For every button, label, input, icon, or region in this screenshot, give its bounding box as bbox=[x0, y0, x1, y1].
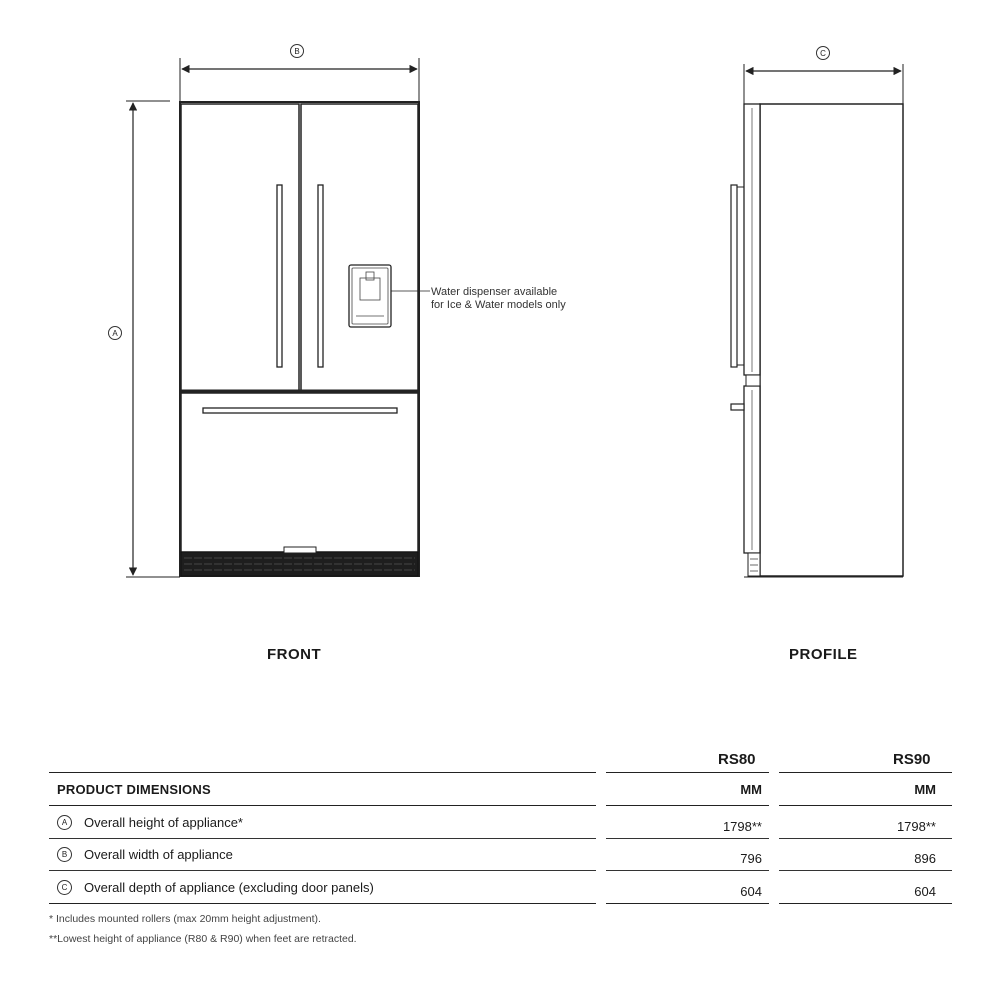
table-rule bbox=[49, 772, 596, 773]
table-cell-rs80-depth: 604 bbox=[740, 884, 762, 899]
table-rule bbox=[779, 772, 952, 773]
table-row-label: Overall depth of appliance (excluding door panels) bbox=[84, 880, 374, 895]
row-marker-c: C bbox=[57, 880, 72, 895]
model-header-rs90: RS90 bbox=[893, 751, 931, 768]
table-cell-rs90-depth: 604 bbox=[914, 884, 936, 899]
left-door-handle bbox=[277, 185, 282, 367]
table-rule bbox=[49, 903, 596, 904]
profile-drawer-handle bbox=[731, 404, 744, 410]
drawer-handle bbox=[203, 408, 397, 413]
table-rule bbox=[49, 870, 596, 871]
footnote-rollers: * Includes mounted rollers (max 20mm height adjustment). bbox=[49, 913, 321, 925]
table-rule bbox=[606, 772, 769, 773]
table-row-label: Overall width of appliance bbox=[84, 847, 233, 862]
front-view-label: FRONT bbox=[267, 646, 322, 663]
dimension-marker-b-letter: B bbox=[294, 47, 300, 56]
table-rule bbox=[779, 838, 952, 839]
right-door-handle bbox=[318, 185, 323, 367]
table-cell-rs90-width: 896 bbox=[914, 851, 936, 866]
footnote-lowest-height: **Lowest height of appliance (R80 & R90) when feet are retracted. bbox=[49, 933, 357, 945]
row-marker-b: B bbox=[57, 847, 72, 862]
water-dispenser-icon bbox=[349, 265, 391, 327]
front-view bbox=[109, 45, 431, 578]
table-rule bbox=[779, 870, 952, 871]
table-rule bbox=[606, 805, 769, 806]
model-header-rs80: RS80 bbox=[718, 751, 756, 768]
table-header-unit-rs90: MM bbox=[914, 782, 936, 797]
profile-view-label: PROFILE bbox=[789, 646, 858, 663]
profile-door-handle bbox=[731, 185, 737, 367]
callout-line-2: for Ice & Water models only bbox=[431, 299, 566, 311]
table-header-unit-rs80: MM bbox=[740, 782, 762, 797]
profile-view bbox=[731, 47, 903, 578]
dimension-marker-c-letter: C bbox=[820, 49, 826, 58]
table-cell-rs90-height: 1798** bbox=[896, 819, 936, 834]
callout-line-1: Water dispenser available bbox=[431, 286, 558, 298]
table-rule bbox=[49, 805, 596, 806]
table-header-label: PRODUCT DIMENSIONS bbox=[57, 782, 211, 797]
table-rule bbox=[606, 838, 769, 839]
table-rule bbox=[606, 870, 769, 871]
table-rule bbox=[779, 805, 952, 806]
table-rule bbox=[49, 838, 596, 839]
table-rule bbox=[779, 903, 952, 904]
table-cell-rs80-height: 1798** bbox=[722, 819, 762, 834]
dimension-marker-a-letter: A bbox=[112, 329, 118, 338]
table-cell-rs80-width: 796 bbox=[740, 851, 762, 866]
row-marker-a: A bbox=[57, 815, 72, 830]
water-dispenser-callout bbox=[431, 286, 566, 312]
table-row-label: Overall height of appliance* bbox=[84, 815, 243, 830]
table-rule bbox=[606, 903, 769, 904]
